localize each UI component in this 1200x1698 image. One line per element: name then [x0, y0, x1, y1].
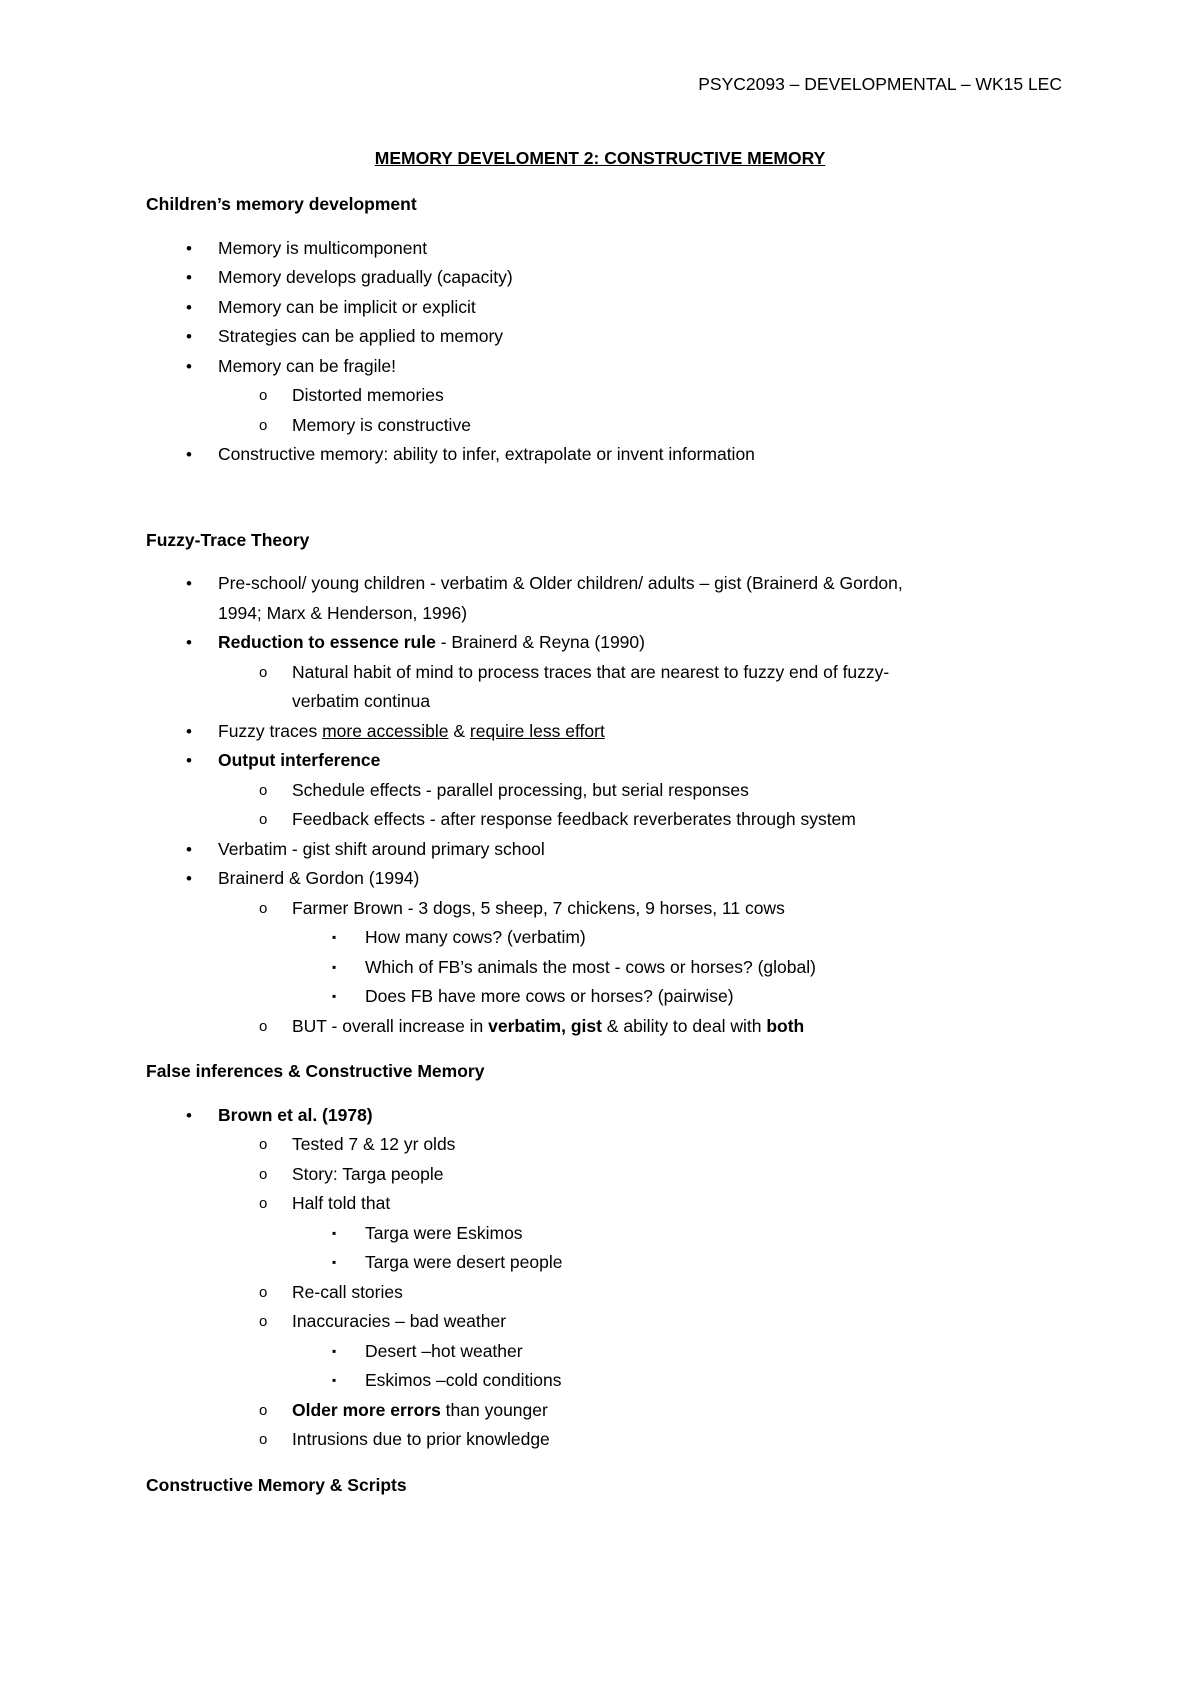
list-subitem: o Distorted memories	[146, 381, 1086, 411]
list-item: • Brown et al. (1978)	[146, 1101, 1086, 1131]
list-subitem: o Inaccuracies – bad weather	[146, 1307, 1086, 1337]
section-heading-scripts: Constructive Memory & Scripts	[146, 1474, 407, 1495]
circle-bullet-icon: o	[259, 781, 268, 799]
bullet-icon: •	[186, 839, 192, 859]
square-bullet-icon: ▪	[332, 930, 337, 944]
list-subitem: o Schedule effects - parallel processing, but serial responses	[146, 776, 1086, 806]
square-bullet-icon: ▪	[332, 1255, 337, 1269]
list-item: • Fuzzy traces more accessible & require less effort	[146, 717, 1086, 747]
page-title: MEMORY DEVELOMENT 2: CONSTRUCTIVE MEMORY	[374, 148, 826, 168]
circle-bullet-icon: o	[259, 811, 268, 828]
bullet-icon: •	[186, 356, 192, 376]
circle-bullet-icon: o	[259, 1431, 268, 1448]
document-body	[146, 190, 1086, 1500]
list-subsubitem: ▪ Eskimos –cold conditions	[146, 1366, 1086, 1396]
square-bullet-icon: ▪	[332, 989, 337, 1003]
bullet-icon: •	[186, 268, 192, 287]
square-bullet-icon: ▪	[332, 1225, 337, 1240]
list-item: • Memory can be fragile!	[146, 352, 1086, 382]
list-subitem: o Feedback effects - after response feedback reverberates through system	[146, 805, 1086, 835]
page-header: PSYC2093 – DEVELOPMENTAL – WK15 LEC	[698, 74, 1062, 94]
list-subitem: o Tested 7 & 12 yr olds	[146, 1130, 1086, 1160]
bullet-icon: •	[186, 721, 192, 741]
bullet-icon: •	[186, 445, 192, 464]
square-bullet-icon: ▪	[332, 959, 337, 974]
list-subsubitem: ▪ Targa were Eskimos	[146, 1219, 1086, 1249]
list-item: • Pre-school/ young children - verbatim & Older children/ adults – gist (Brainerd & Gordon,	[146, 569, 1086, 599]
list-subitem: o Memory is constructive	[146, 411, 1086, 441]
list-subitem: o BUT - overall increase in verbatim, gist & ability to deal with both	[146, 1012, 1086, 1042]
list-item: • Output interference	[146, 746, 1086, 776]
circle-bullet-icon: o	[259, 416, 268, 434]
list-subitem: o Farmer Brown - 3 dogs, 5 sheep, 7 chickens, 9 horses, 11 cows	[146, 894, 1086, 924]
square-bullet-icon: ▪	[332, 1343, 337, 1358]
bullet-icon: •	[186, 633, 192, 652]
list-subitem-continuation: verbatim continua	[292, 691, 431, 711]
list-item: • Memory develops gradually (capacity)	[146, 263, 1086, 293]
list-subsubitem: ▪ How many cows? (verbatim)	[146, 923, 1086, 953]
section-heading-false-inferences: False inferences & Constructive Memory	[146, 1061, 485, 1081]
section-heading-fuzzy-trace: Fuzzy-Trace Theory	[146, 529, 310, 550]
circle-bullet-icon: o	[259, 1136, 268, 1153]
bullet-icon: •	[186, 1105, 192, 1125]
bullet-icon: •	[186, 751, 192, 770]
bullet-icon: •	[186, 297, 192, 317]
list-item: • Memory can be implicit or explicit	[146, 293, 1086, 323]
square-bullet-icon: ▪	[332, 1373, 337, 1387]
list-item: • Strategies can be applied to memory	[146, 322, 1086, 352]
circle-bullet-icon: o	[259, 899, 268, 917]
list-subitem: o Re-call stories	[146, 1278, 1086, 1308]
list-subsubitem: ▪ Does FB have more cows or horses? (pairwise)	[146, 982, 1086, 1012]
section-heading-childrens-memory: Children’s memory development	[146, 194, 417, 214]
list-subitem: o Older more errors than younger	[146, 1396, 1086, 1426]
list-subsubitem: ▪ Targa were desert people	[146, 1248, 1086, 1278]
list-subitem: o Intrusions due to prior knowledge	[146, 1425, 1086, 1455]
bullet-icon: •	[186, 869, 192, 888]
list-subitem: o Half told that	[146, 1189, 1086, 1219]
list-item: • Verbatim - gist shift around primary school	[146, 835, 1086, 865]
circle-bullet-icon: o	[259, 663, 268, 681]
bullet-icon: •	[186, 574, 192, 593]
list-subsubitem: ▪ Which of FB’s animals the most - cows or horses? (global)	[146, 953, 1086, 983]
circle-bullet-icon: o	[259, 1401, 268, 1419]
bullet-icon: •	[186, 327, 192, 346]
list-item: • Reduction to essence rule - Brainerd & Reyna (1990)	[146, 628, 1086, 658]
list-subsubitem: ▪ Desert –hot weather	[146, 1337, 1086, 1367]
list-item: • Brainerd & Gordon (1994)	[146, 864, 1086, 894]
circle-bullet-icon: o	[259, 1017, 268, 1035]
list-item: • Constructive memory: ability to infer, extrapolate or invent information	[146, 440, 1086, 470]
circle-bullet-icon: o	[259, 1195, 268, 1212]
bullet-icon: •	[186, 238, 192, 258]
list-item: • Memory is multicomponent	[146, 234, 1086, 264]
list-item-continuation: 1994; Marx & Henderson, 1996)	[218, 602, 468, 623]
circle-bullet-icon: o	[259, 1313, 268, 1330]
circle-bullet-icon: o	[259, 1283, 268, 1301]
circle-bullet-icon: o	[259, 1165, 268, 1183]
list-subitem: o Natural habit of mind to process traces that are nearest to fuzzy end of fuzzy-	[146, 658, 1086, 688]
circle-bullet-icon: o	[259, 387, 268, 404]
list-subitem: o Story: Targa people	[146, 1160, 1086, 1190]
